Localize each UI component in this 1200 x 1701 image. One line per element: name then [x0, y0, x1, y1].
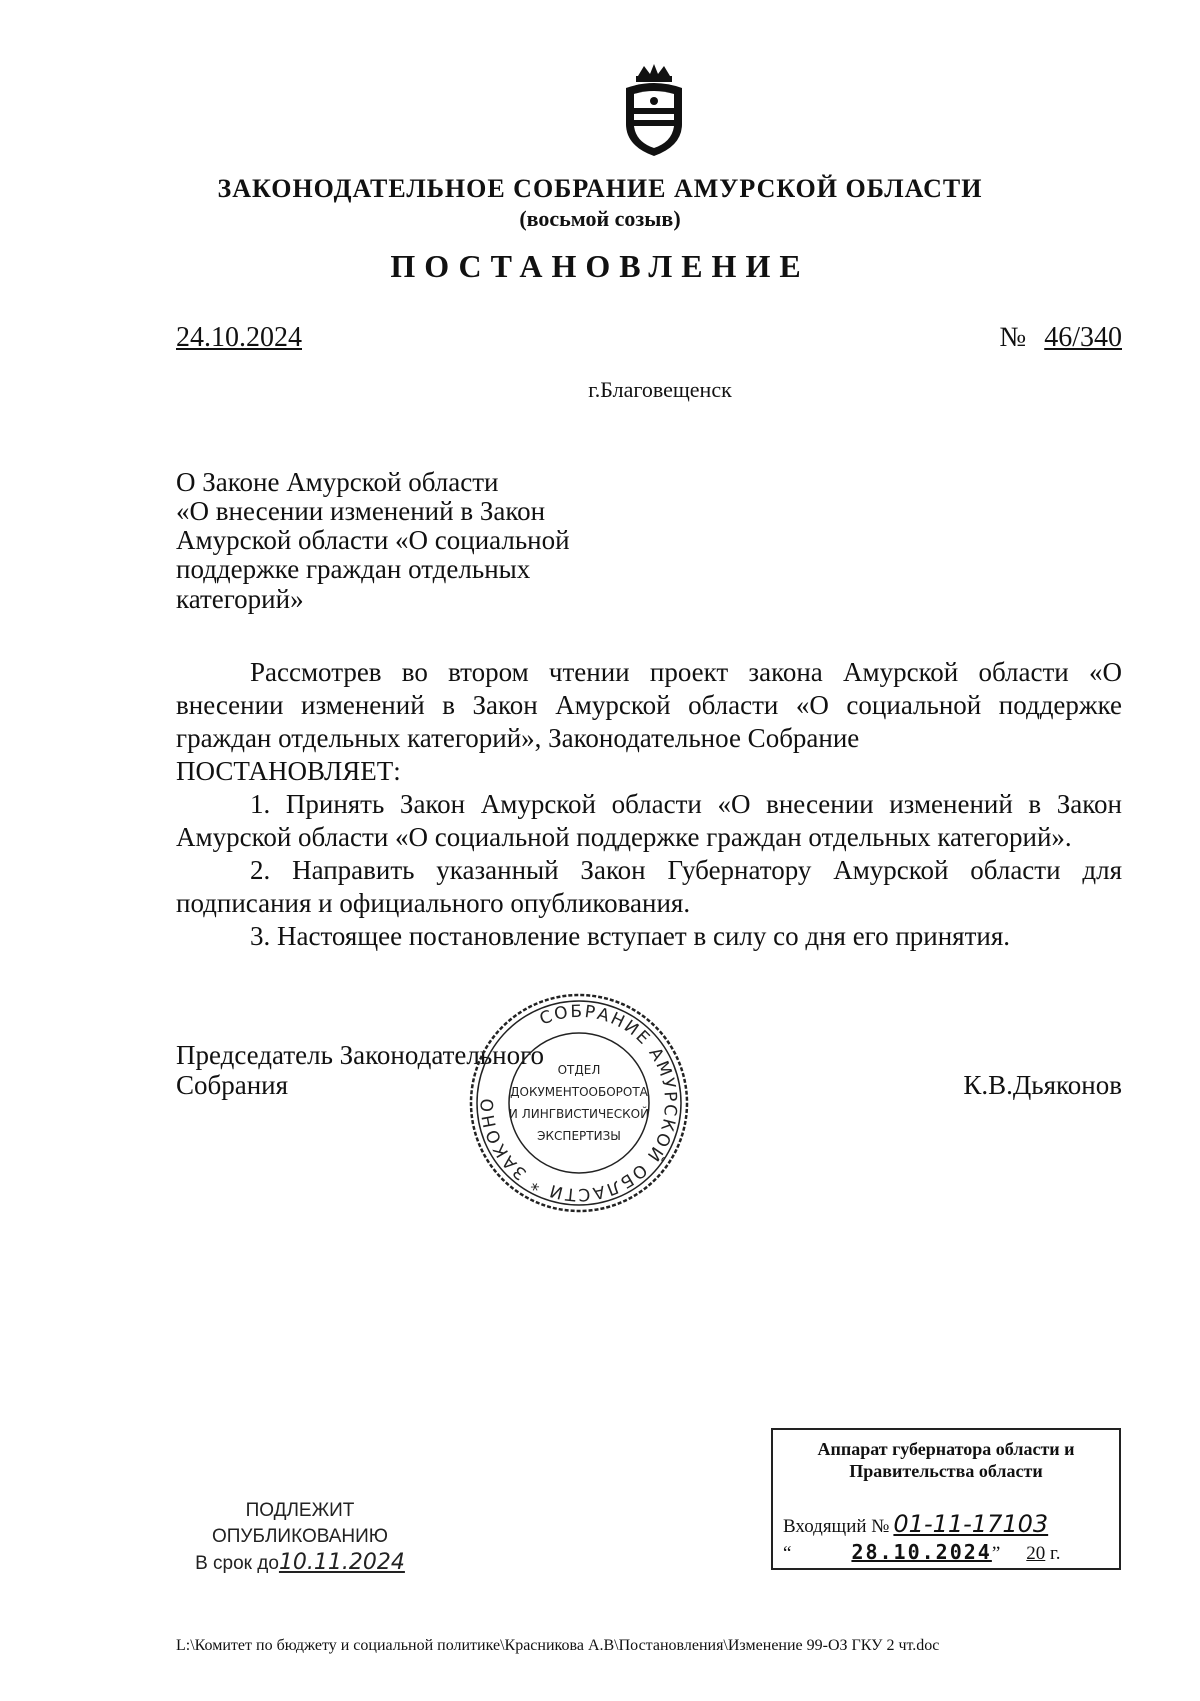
seal-center-line: ОТДЕЛ: [557, 1063, 601, 1077]
subject-line: «О внесении изменений в Закон: [176, 496, 546, 527]
resolution-item: 1. Принять Закон Амурской области «О внесении изменений в Закон Амурской области «О социальной поддержке граждан отдельных категорий».: [176, 789, 1122, 852]
seal-center-line: И ЛИНГВИСТИЧЕСКОЙ: [508, 1107, 650, 1121]
position-line: Председатель Законодательного: [176, 1040, 545, 1070]
quote-open: “: [783, 1543, 792, 1564]
subject-line: поддержке граждан отдельных: [176, 554, 531, 585]
position-line: Собрания: [176, 1070, 289, 1100]
incoming-number: 01-11-17103: [893, 1510, 1049, 1538]
incoming-label: Входящий №: [783, 1516, 890, 1537]
number-value: 46/340: [1044, 322, 1122, 353]
stamp-org-line: Аппарат губернатора области и: [817, 1439, 1075, 1459]
seal-center-line: ДОКУМЕНТООБОРОТА: [510, 1085, 648, 1099]
document-number: [1000, 322, 1123, 354]
publish-line: ОПУБЛИКОВАНИЮ: [211, 1526, 389, 1547]
seal-center-line: ЭКСПЕРТИЗЫ: [537, 1129, 621, 1143]
year-suffix: 20: [1026, 1543, 1046, 1564]
coat-of-arms-emblem: [616, 62, 692, 158]
subject-line: О Законе Амурской области: [176, 467, 499, 497]
emblem-icon: [616, 62, 692, 158]
organization-title: ЗАКОНОДАТЕЛЬНОЕ СОБРАНИЕ АМУРСКОЙ ОБЛАСТИ: [217, 174, 983, 203]
seal-icon: [466, 990, 692, 1216]
preamble-paragraph: Рассмотрев во втором чтении проект закона Амурской области «О внесении изменений в Закон Амурской области «О социальной поддержке граждан отдельных категорий», Законодательное Собрание: [176, 657, 1122, 753]
round-seal: [466, 990, 692, 1216]
signer-name: К.В.Дьяконов: [963, 1070, 1122, 1100]
quote-close: ”: [991, 1543, 1001, 1564]
year-abbr: г.: [1050, 1543, 1061, 1564]
publish-deadline: [175, 1550, 425, 1577]
publish-line: ПОДЛЕЖИТ: [245, 1500, 355, 1521]
seal-ring-text: СОБРАНИЕ АМУРСКОЙ ОБЛАСТИ * ЗАКОНО: [477, 1001, 681, 1205]
city-label: г.Благовещенск: [588, 377, 732, 402]
resolves-label: ПОСТАНОВЛЯЕТ:: [176, 756, 401, 786]
document-type-title: ПОСТАНОВЛЕНИЕ: [390, 248, 810, 284]
resolution-item: 2. Направить указанный Закон Губернатору Амурской области для подписания и официального опубликования.: [176, 855, 1122, 918]
number-sign: №: [999, 322, 1027, 353]
received-date: 28.10.2024: [851, 1540, 992, 1564]
file-path-footer: L:\Комитет по бюджету и социальной политике\Красникова А.В\Постановления\Изменение 99-ОЗ ГКУ 2 чт.doc: [176, 1637, 940, 1654]
publication-note: [175, 1498, 425, 1577]
received-date-row: [783, 1540, 1060, 1565]
subject-line: категорий»: [176, 583, 304, 614]
deadline-label: В срок до: [195, 1553, 279, 1574]
document-body: [176, 656, 1122, 953]
deadline-date: 10.11.2024: [278, 1550, 405, 1575]
registration-stamp: [771, 1428, 1121, 1570]
subject-line: Амурской области «О социальной: [176, 525, 570, 556]
stamp-org-line: Правительства области: [849, 1461, 1043, 1481]
resolution-item: 3. Настоящее постановление вступает в силу со дня его принятия.: [250, 921, 1011, 951]
document-date: 24.10.2024: [176, 322, 302, 353]
document-subject: [176, 468, 676, 614]
convocation-label: (восьмой созыв): [519, 206, 681, 231]
incoming-number-row: [783, 1510, 1048, 1538]
